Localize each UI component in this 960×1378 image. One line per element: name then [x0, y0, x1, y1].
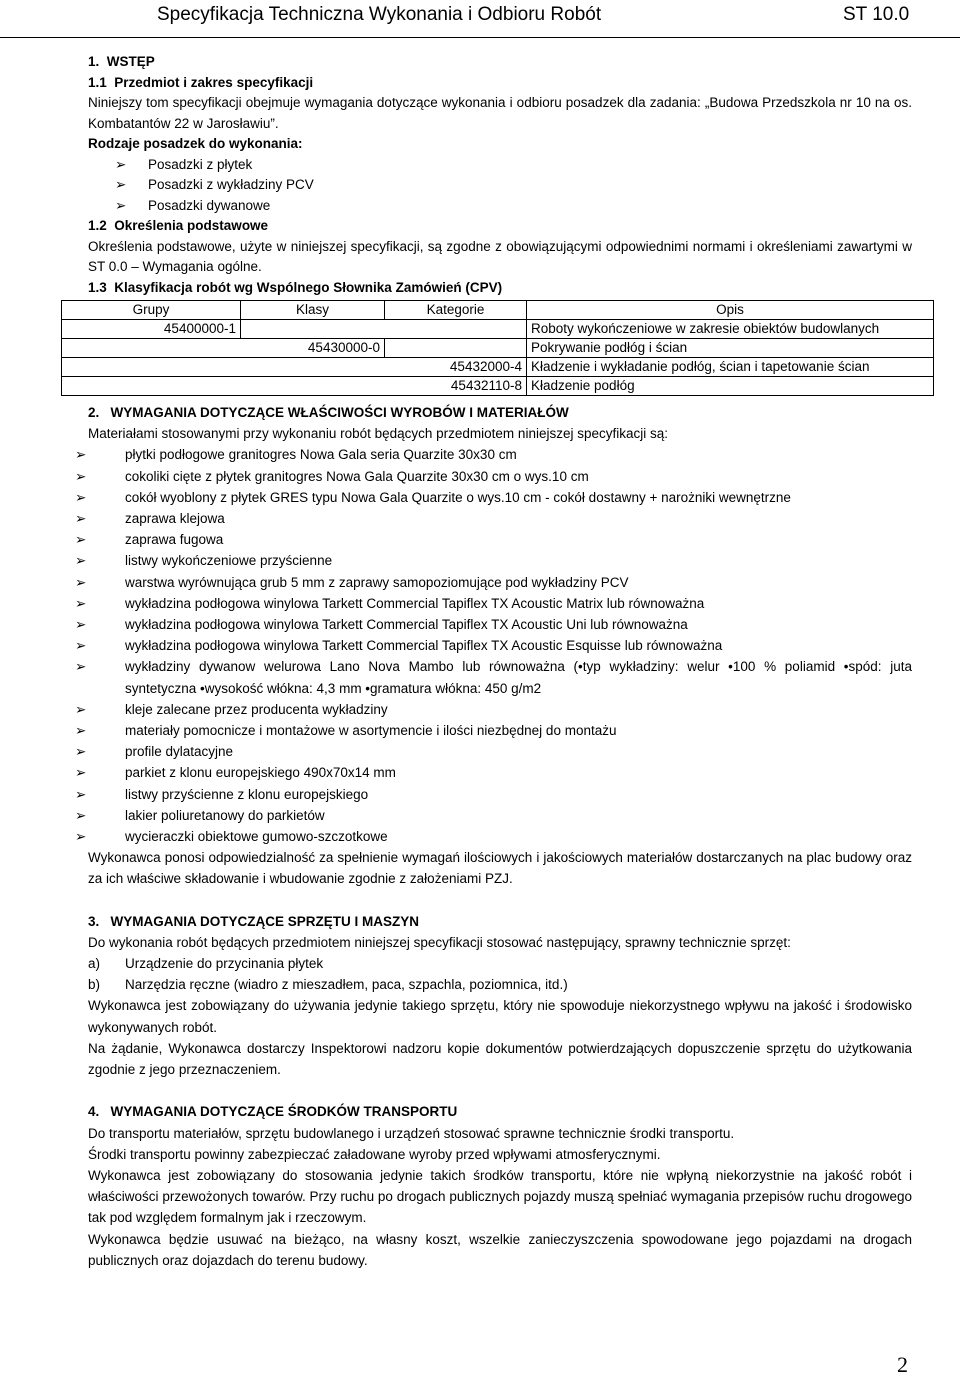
- cpv-empty-cell: [241, 320, 527, 339]
- section-4-paragraph: Wykonawca będzie usuwać na bieżąco, na własny koszt, wszelkie zanieczyszczenia spowodowane jego pojazdami na drogach publicznych oraz dojazdach do terenu budowy.: [88, 1231, 912, 1268]
- subsection-1-1-text: Niniejszy tom specyfikacji obejmuje wymagania dotyczące wykonania i odbioru posadzek dla zadania: „Budowa Przedszkola nr 10 na os. Kombatantów 22 w Jarosławiu”.: [88, 95, 912, 131]
- section-1: [88, 52, 912, 298]
- section-4-paragraph: Środki transportu powinny zabezpieczać załadowane wyroby przed wpływami atmosferycznymi.: [88, 1146, 661, 1162]
- subsection-1-2-heading: 1.2 Określenia podstawowe: [88, 218, 269, 233]
- arrowhead-bullet-icon: ➢: [115, 197, 127, 213]
- list-item: ➢ materiały pomocnicze i montażowe w asortymencie i ilości niezbędnej do montażu: [88, 720, 912, 741]
- list-item: ➢ listwy przyścienne z klonu europejskiego: [88, 784, 912, 805]
- list-item: ➢ lakier poliuretanowy do parkietów: [88, 805, 912, 826]
- arrowhead-bullet-icon: ➢: [75, 468, 87, 484]
- cpv-category-code: 45432110-8: [62, 377, 527, 396]
- subsection-1-1-heading: 1.1 Przedmiot i zakres specyfikacji: [88, 74, 314, 90]
- section-2-heading: 2. WYMAGANIA DOTYCZĄCE WŁAŚCIWOŚCI WYROBÓW I MATERIAŁÓW: [88, 405, 569, 420]
- table-row: [62, 377, 934, 396]
- document-body: [75, 52, 912, 1271]
- arrowhead-bullet-icon: ➢: [75, 617, 87, 633]
- arrowhead-bullet-icon: ➢: [75, 807, 87, 823]
- section-2-outro: Wykonawca ponosi odpowiedzialność za spełnienie wymagań ilościowych i jakościowych materiałów dostarczanych na plac budowy oraz za ich właściwe składowanie i wbudowanie zgodnie z założeniami PZJ.: [88, 850, 912, 887]
- list-item: ➢ cokoliki cięte z płytek granitogres Nowa Gala Quarzite 30x30 cm o wys.10 cm: [88, 466, 912, 487]
- arrowhead-bullet-icon: ➢: [75, 829, 87, 845]
- list-item: ➢ Posadzki z wykładziny PCV: [88, 175, 912, 196]
- list-item: ➢ profile dylatacyjne: [88, 741, 912, 762]
- cpv-empty-cell: [385, 339, 527, 358]
- column-header: Klasy: [241, 301, 385, 320]
- arrowhead-bullet-icon: ➢: [75, 574, 87, 590]
- section-3-heading: 3. WYMAGANIA DOTYCZĄCE SPRZĘTU I MASZYN: [88, 913, 420, 929]
- list-item: ➢ wykładziny dywanow welurowa Lano Nova Mambo lub równoważna (•typ wykładziny: welur •100 % poliamid •spód: juta syntetyczna •wysokość włókna: 4,3 mm •gramatura włókna: 450 g/m2: [88, 656, 912, 698]
- table-header-row: [62, 301, 934, 320]
- cpv-description: Roboty wykończeniowe w zakresie obiektów budowlanych: [527, 320, 934, 339]
- column-header: Opis: [527, 301, 934, 320]
- list-item: ➢ wykładzina podłogowa winylowa Tarkett Commercial Tapiflex TX Acoustic Esquisse lub równoważna: [88, 635, 912, 656]
- materials-list: [75, 444, 912, 847]
- section-4: [88, 1101, 912, 1271]
- arrowhead-bullet-icon: ➢: [75, 765, 87, 781]
- list-item: ➢ warstwa wyrównująca grub 5 mm z zaprawy samopoziomujące pod wykładziny PCV: [88, 572, 912, 593]
- page-number: 2: [897, 1352, 908, 1377]
- section-3-paragraph: Wykonawca jest zobowiązany do używania jedynie takiego sprzętu, który nie spowoduje niekorzystnego wpływu na jakość i środowisko wykonywanych robót.: [88, 998, 912, 1035]
- cpv-table: [61, 300, 934, 396]
- section-3: [88, 911, 912, 1081]
- section-2-intro: Materiałami stosowanymi przy wykonaniu robót będących przedmiotem niniejszej specyfikacji są:: [88, 426, 668, 442]
- list-item: ➢ wykładzina podłogowa winylowa Tarkett Commercial Tapiflex TX Acoustic Uni lub równoważna: [88, 614, 912, 635]
- arrowhead-bullet-icon: ➢: [75, 723, 87, 739]
- arrowhead-bullet-icon: ➢: [75, 659, 87, 675]
- list-item: ➢ wycieraczki obiektowe gumowo-szczotkowe: [88, 826, 912, 847]
- cpv-category-code: 45432000-4: [62, 358, 527, 377]
- table-row: [62, 320, 934, 339]
- header-title: Specyfikacja Techniczna Wykonania i Odbioru Robót: [157, 4, 602, 25]
- section-3-intro: Do wykonania robót będących przedmiotem niniejszej specyfikacji stosować następujący, sprawny technicznie sprzęt:: [88, 934, 791, 950]
- cpv-group-code: 45400000-1: [62, 320, 241, 339]
- header-code: ST 10.0: [843, 4, 910, 25]
- section-2: [75, 402, 912, 890]
- section-4-paragraph: Wykonawca jest zobowiązany do stosowania jedynie takich środków transportu, które nie wpłyną niekorzystnie na jakość robót i właściwości przewożonych towarów. Przy ruchu po drogach publicznych pojazdy muszą spełniać wymagania przepisów ruchu drogowego tak pod względem formalnym jak i rzeczowym.: [88, 1167, 912, 1226]
- section-4-paragraph: Do transportu materiałów, sprzętu budowlanego i urządzeń stosować sprawne technicznie środki transportu.: [88, 1125, 735, 1141]
- list-item: ➢ cokół wyoblony z płytek GRES typu Nowa Gala Quarzite o wys.10 cm - cokół dostawny + narożniki wewnętrzne: [88, 487, 912, 508]
- arrowhead-bullet-icon: ➢: [75, 638, 87, 654]
- arrowhead-bullet-icon: ➢: [75, 701, 87, 717]
- section-3-paragraph: Na żądanie, Wykonawca dostarczy Inspektorowi nadzoru kopie dokumentów potwierdzających dopuszczenie sprzętu do użytkowania zgodnie z jego przeznaczeniem.: [88, 1040, 912, 1078]
- section-1-heading: 1. WSTĘP: [88, 54, 155, 69]
- list-item: ➢ wykładzina podłogowa winylowa Tarkett Commercial Tapiflex TX Acoustic Matrix lub równoważna: [88, 593, 912, 614]
- arrowhead-bullet-icon: ➢: [75, 532, 87, 548]
- list-item: ➢ Posadzki dywanowe: [88, 196, 912, 217]
- spacer: [88, 890, 912, 911]
- cpv-description: Kładzenie i wykładanie podłóg, ścian i tapetowanie ścian: [527, 358, 934, 377]
- equipment-item-b: b) Narzędzia ręczne (wiadro z mieszadłem, paca, szpachla, poziomnica, itd.): [88, 977, 568, 993]
- column-header: Grupy: [62, 301, 241, 320]
- list-item: ➢ parkiet z klonu europejskiego 490x70x14 mm: [88, 762, 912, 783]
- arrowhead-bullet-icon: ➢: [75, 786, 87, 802]
- cpv-class-code: 45430000-0: [62, 339, 385, 358]
- arrowhead-bullet-icon: ➢: [75, 553, 87, 569]
- arrowhead-bullet-icon: ➢: [75, 489, 87, 505]
- arrowhead-bullet-icon: ➢: [75, 595, 87, 611]
- equipment-item-a: a) Urządzenie do przycinania płytek: [88, 956, 324, 972]
- list-item: ➢ kleje zalecane przez producenta wykładziny: [88, 699, 912, 720]
- list-item: ➢ listwy wykończeniowe przyścienne: [88, 550, 912, 571]
- cpv-description: Pokrywanie podłóg i ścian: [527, 339, 934, 358]
- spacer: [88, 1080, 912, 1101]
- subsection-1-3-heading: 1.3 Klasyfikacja robót wg Wspólnego Słownika Zamówień (CPV): [88, 279, 503, 295]
- arrowhead-bullet-icon: ➢: [75, 744, 87, 760]
- arrowhead-bullet-icon: ➢: [75, 511, 87, 527]
- list-item: ➢ płytki podłogowe granitogres Nowa Gala seria Quarzite 30x30 cm: [88, 444, 912, 465]
- subsection-1-2-text: Określenia podstawowe, użyte w niniejszej specyfikacji, są zgodne z obowiązującymi odpowiednimi normami i określeniami zawartymi w ST 0.0 – Wymagania ogólne.: [88, 238, 912, 274]
- floor-types-list: [88, 155, 912, 217]
- section-4-heading: 4. WYMAGANIA DOTYCZĄCE ŚRODKÓW TRANSPORTU: [88, 1104, 458, 1120]
- page-header: [0, 0, 960, 38]
- column-header: Kategorie: [385, 301, 527, 320]
- list-item: ➢ zaprawa fugowa: [88, 529, 912, 550]
- arrowhead-bullet-icon: ➢: [115, 156, 127, 172]
- arrowhead-bullet-icon: ➢: [75, 447, 87, 463]
- arrowhead-bullet-icon: ➢: [115, 177, 127, 192]
- cpv-description: Kładzenie podłóg: [527, 377, 934, 396]
- table-row: [62, 339, 934, 358]
- list-item: ➢ Posadzki z płytek: [88, 155, 912, 176]
- table-row: [62, 358, 934, 377]
- list-item: ➢ zaprawa klejowa: [88, 508, 912, 529]
- floor-types-heading: Rodzaje posadzek do wykonania:: [88, 136, 303, 151]
